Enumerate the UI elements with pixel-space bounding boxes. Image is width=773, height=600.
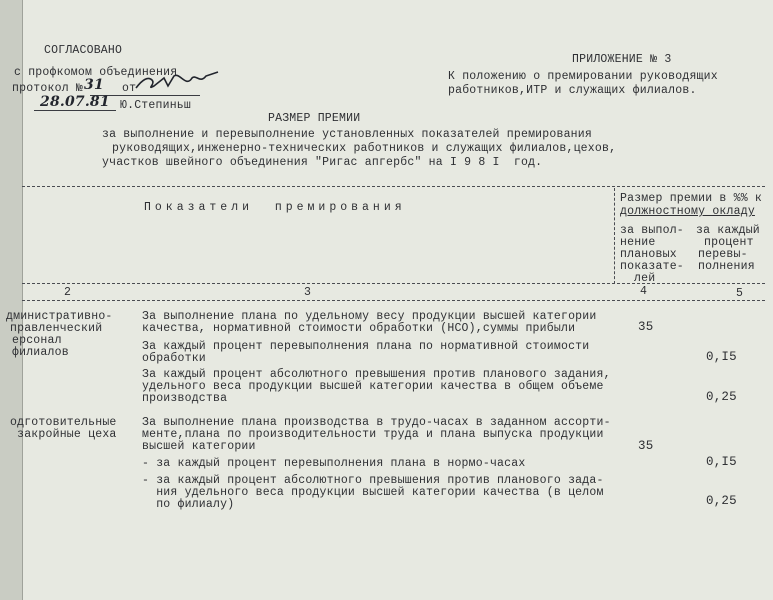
heading-line1: за выполнение и перевыполнение установленных показателей премирования [102,128,592,141]
row-text: качества, нормативной стоимости обработки (НСО),суммы прибыли [142,322,576,335]
row-value-col4: 35 [638,439,654,453]
row-text: по филиалу) [142,498,235,511]
col4-header-line: показате- [620,260,684,273]
row-text: обработки [142,352,206,365]
row-text: высшей категории [142,440,256,453]
page-title: РАЗМЕР ПРЕМИИ [268,112,361,125]
date-underline [34,110,116,111]
row-value-col4: 35 [638,320,654,334]
numbers-rule [22,300,765,301]
group-name-line: закройные цеха [10,428,117,441]
protocol-prefix: протокол № [12,82,84,95]
approval-signer: Ю.Степиньш [120,99,192,112]
row-text: - за каждый процент абсолютного превышения против планового зада- [142,474,604,487]
column-divider [614,188,615,284]
column-number: 4 [640,285,648,298]
col5-header-line: полнения [698,260,755,273]
col5-header-line: процент [704,236,754,249]
premium-header-1: Размер премии в %% к [620,192,763,205]
group-name-line: дминистративно- [6,310,113,323]
row-text: удельного веса продукции высшей категории качества в общем объеме [142,380,604,393]
premium-header-2: должностному окладу [620,205,755,218]
row-text: За выполнение плана производства в трудо-часах в заданном ассорти- [142,416,611,429]
approval-agreed: СОГЛАСОВАНО [44,44,123,57]
row-text: менте,плана по производительности труда и плана выпуска продукции [142,428,604,441]
appendix-line1: К положению о премировании руководящих [448,70,718,83]
heading-line3: участков швейного объединения "Ригас апгербс" на I 9 8 I год. [102,156,543,169]
heading-line2: руководящих,инженерно-технических работников и служащих филиалов,цехов, [112,142,617,155]
row-value-col5: 0,I5 [706,455,737,469]
col4-header-line: за выпол- [620,224,684,237]
row-value-col5: 0,25 [706,390,737,404]
group-name-line: одготовительные [10,416,117,429]
row-text: ния удельного веса продукции высшей категории качества (в целом [142,486,604,499]
group-name-line: ерсонал [12,334,62,347]
row-text: За выполнение плана по удельному весу продукции высшей категории [142,310,597,323]
row-text: производства [142,392,228,405]
row-value-col5: 0,25 [706,494,737,508]
appendix-title: ПРИЛОЖЕНИЕ № 3 [572,53,672,66]
column-number: 3 [304,286,312,299]
col5-header-line: перевы- [698,248,748,261]
col5-header-line: за каждый [696,224,760,237]
approval-line1: с профкомом объединения [14,66,178,79]
row-text: За каждый процент перевыполнения плана по нормативной стоимости [142,340,590,353]
handwritten-signature [134,70,220,96]
column-number: 2 [64,286,72,299]
row-text: - за каждый процент перевыполнения плана в нормо-часах [142,457,526,470]
appendix-line2: работников,ИТР и служащих филиалов. [448,84,697,97]
header-rule [22,283,765,284]
group-name-line: филиалов [12,346,69,359]
indicators-header: Показатели премирования [144,201,406,214]
col4-header-line: нение [620,236,656,249]
protocol-from: от [122,82,137,95]
table-top-rule [22,186,765,187]
approval-date: 28.07.81 [40,94,110,110]
group-name-line: правленческий [10,322,103,335]
protocol-number: 31 [84,77,104,93]
col4-header-line: плановых [620,248,677,261]
row-text: За каждый процент абсолютного превышения против планового задания, [142,368,611,381]
col4-header-line: лей [634,272,656,285]
column-number: 5 [736,287,744,300]
row-value-col5: 0,I5 [706,350,737,364]
